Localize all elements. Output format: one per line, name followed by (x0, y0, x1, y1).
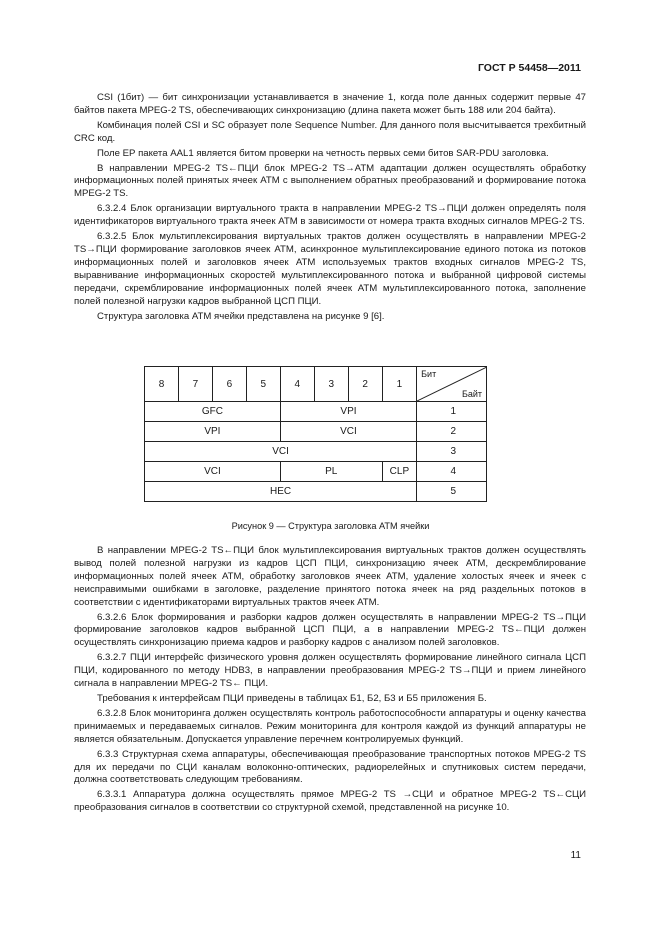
table-row (145, 482, 487, 502)
paragraph: 6.3.3 Структурная схема аппаратуры, обеспечивающая преобразование транспортных потоков MPEG-2 TS для их передачи по СЦИ каналам волоконно-оптических, радиорелейных и спутниковых систем передачи, должна соответствовать следующим требованиям. (74, 748, 586, 786)
paragraph: В направлении MPEG-2 TS←ПЦИ блок MPEG-2 TS→АТМ адаптации должен осуществлять обработку информационных полей принятых ячеек АТМ с выполнением обратных преобразований и формирование потока MPEG-2 TS. (74, 162, 586, 200)
bit-header-cell: 3 (314, 367, 348, 402)
table-row (145, 442, 487, 462)
paragraph: Требования к интерфейсам ПЦИ приведены в таблицах Б1, Б2, Б3 и Б5 приложения Б. (97, 692, 487, 704)
field-cell: HEC (145, 482, 417, 502)
byte-number-cell: 4 (417, 462, 487, 482)
field-cell: VCI (280, 422, 416, 442)
field-cell: VPI (280, 402, 416, 422)
paragraph: Комбинация полей CSI и SC образует поле Sequence Number. Для данного поля высчитывается трехбитный CRC код. (74, 119, 586, 144)
bit-header-cell: 6 (212, 367, 246, 402)
bit-byte-corner-cell (417, 367, 487, 402)
paragraph: 6.3.2.4 Блок организации виртуального тракта в направлении MPEG-2 TS→ПЦИ должен определять поля идентификаторов виртуального тракта ячеек АТМ в зависимости от номера тракта входных сигналов MPEG-2 TS. (74, 203, 586, 228)
page-number: 11 (570, 850, 581, 861)
corner-byte-label: Байт (461, 389, 482, 399)
field-cell: GFC (145, 402, 281, 422)
field-cell: CLP (382, 462, 416, 482)
paragraph: Структура заголовка АТМ ячейки представлена на рисунке 9 [6]. (97, 310, 385, 322)
figure-caption: Рисунок 9 — Структура заголовка АТМ ячейки (231, 521, 430, 531)
bit-header-cell: 5 (246, 367, 280, 402)
field-cell: VCI (145, 442, 417, 462)
atm-header-structure-table (144, 366, 487, 502)
field-cell: PL (280, 462, 382, 482)
bit-header-cell: 2 (348, 367, 382, 402)
table-row (145, 422, 487, 442)
byte-number-cell: 1 (417, 402, 487, 422)
byte-number-cell: 3 (417, 442, 487, 462)
document-standard-header: ГОСТ Р 54458—2011 (477, 62, 581, 74)
paragraph: 6.3.2.5 Блок мультиплексирования виртуальных трактов должен осуществлять в направлении MPEG-2 TS→ПЦИ формирование заголовков ячеек АТМ, асинхронное мультиплексирование единого потока из потоков информационных полей и заголовков ячеек АТМ используемых трактов входных сигналов MPEG-2 TS, выравнивание информационных скоростей мультиплексированного потока и выбранной цифровой системы передачи, скремблирование информационных полей ячеек АТМ мультиплексированного потока, заполнение полей полезной нагрузки кадров выбранной ЦСП ПЦИ. (74, 231, 586, 307)
body-text-bottom (74, 545, 586, 817)
bit-header-cell: 8 (145, 367, 179, 402)
body-text-top (74, 92, 586, 325)
table-row (145, 462, 487, 482)
byte-number-cell: 2 (417, 422, 487, 442)
field-cell: VPI (145, 422, 281, 442)
byte-number-cell: 5 (417, 482, 487, 502)
paragraph: 6.3.2.6 Блок формирования и разборки кадров должен осуществлять в направлении MPEG-2 TS→ПЦИ формирование заголовков кадров выбранной ЦСП ПЦИ, а в направлении MPEG-2 TS←ПЦИ должен осуществлять синхронизацию приема кадров и разборку кадров с анализом полей заголовков. (74, 611, 586, 649)
paragraph: Поле ЕР пакета AAL1 является битом проверки на четность первых семи битов SAR-PDU заголовка. (97, 147, 549, 159)
table-row (145, 402, 487, 422)
paragraph: 6.3.2.7 ПЦИ интерфейс физического уровня должен осуществлять формирование линейного сигнала ЦСП ПЦИ, кодированного по методу HDB3, в направлении преобразования MPEG-2 TS→ПЦИ и прием линейного сигнала в направлении MPEG-2 TS← ПЦИ. (74, 652, 586, 690)
paragraph: CSI (1бит) — бит синхронизации устанавливается в значение 1, когда поле данных содержит первые 47 байтов пакета MPEG-2 TS, обеспечивающих синхронизацию (длина пакета может быть 188 или 204 байта). (74, 92, 586, 116)
corner-bit-label: Бит (421, 369, 437, 379)
field-cell: VCI (145, 462, 281, 482)
paragraph: В направлении MPEG-2 TS←ПЦИ блок мультиплексирования виртуальных трактов должен осуществлять вывод полей полезной нагрузки из кадров ЦСП ПЦИ, синхронизацию ячеек АТМ, дескремблирование информационных полей ячеек АТМ, обработку заголовков ячеек АТМ, удаление холостых ячеек и ячеек с неисправимыми ошибками в заголовке, разделение принятого потока ячеек на ряд раздельных потоков в соответствии с идентификаторами виртуальных трактов ячеек АТМ. (74, 545, 586, 608)
paragraph: 6.3.2.8 Блок мониторинга должен осуществлять контроль работоспособности аппаратуры и оценку качества принимаемых и передаваемых сигналов. Режим мониторинга для контроля каждой из функций аппаратуры не является обязательным. Допускается управление перечнем контролируемых функций. (74, 707, 586, 745)
bit-header-cell: 1 (382, 367, 416, 402)
table-bit-header-row (145, 367, 487, 402)
paragraph: 6.3.3.1 Аппаратура должна осуществлять прямое MPEG-2 TS →СЦИ и обратное MPEG-2 TS←СЦИ преобразования сигналов в соответствии со структурной схемой, представленной на рисунке 10. (74, 789, 586, 814)
bit-header-cell: 4 (280, 367, 314, 402)
bit-header-cell: 7 (178, 367, 212, 402)
